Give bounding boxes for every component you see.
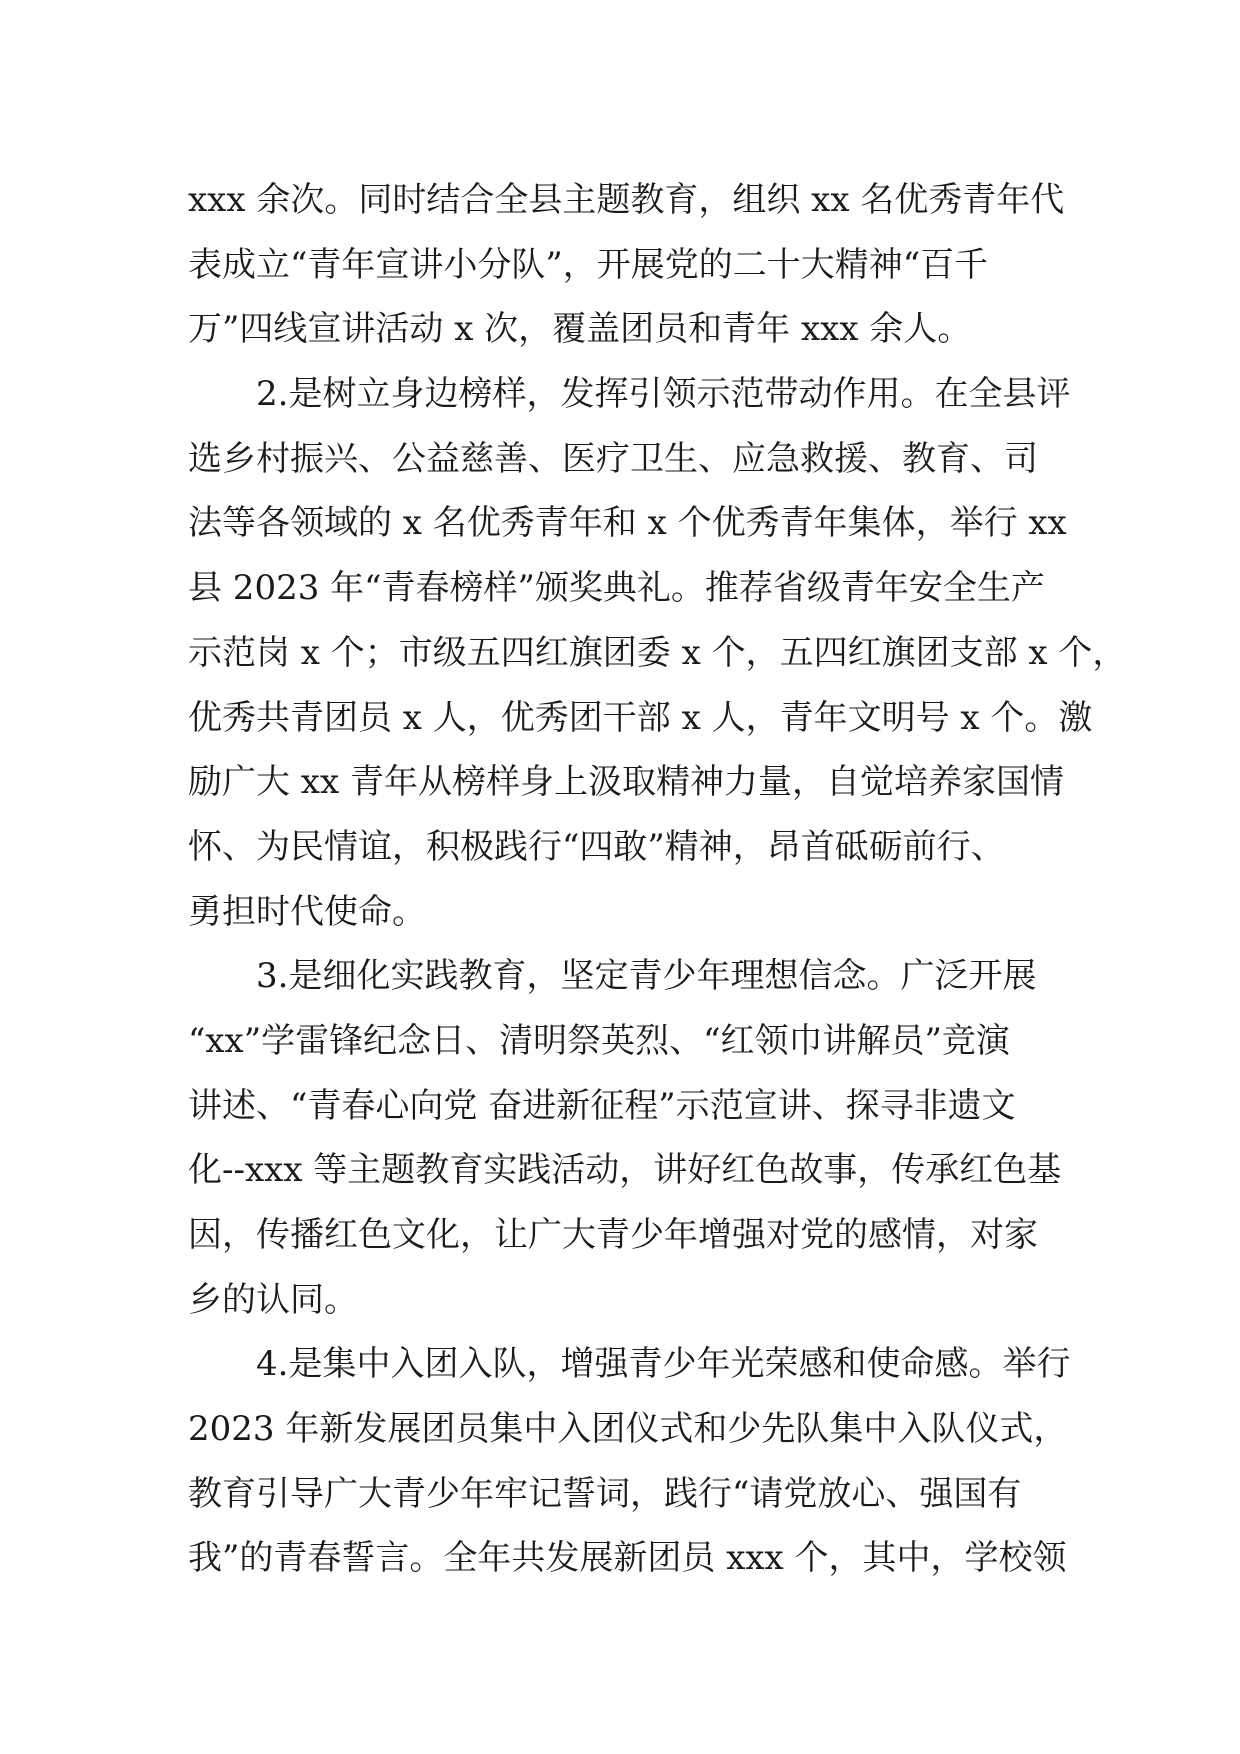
text-line: 怀、为民情谊，积极践行“四敢”精神，昂首砥砺前行、 [188, 826, 1005, 867]
text-line: 化--xxx 等主题教育实践活动，讲好红色故事，传承红色基 [188, 1150, 1062, 1191]
text-line: 万”四线宣讲活动 x 次，覆盖团员和青年 xxx 余人。 [188, 309, 972, 350]
text-line: 乡的认同。 [188, 1279, 358, 1320]
text-line: 励广大 xx 青年从榜样身上汲取精神力量，自觉培养家国情 [188, 762, 1064, 803]
text-line: 我”的青春誓言。全年共发展新团员 xxx 个，其中，学校领 [188, 1538, 1067, 1579]
text-line: 因，传播红色文化，让广大青少年增强对党的感情，对家 [188, 1215, 1038, 1255]
text-line: “xx”学雷锋纪念日、清明祭英烈、“红领巾讲解员”竞演 [188, 1020, 1010, 1061]
text-line: 教育引导广大青少年牢记誓词，践行“请党放心、强国有 [188, 1473, 1022, 1514]
paragraph-4-start: 4.是集中入团入队，增强青少年光荣感和使命感。举行 [256, 1344, 1071, 1385]
text-line: 讲述、“青春心向党 奋进新征程”示范宣讲、探寻非遗文 [188, 1085, 1016, 1126]
paragraph-2-start: 2.是树立身边榜样，发挥引领示范带动作用。在全县评 [256, 374, 1071, 415]
text-line: 优秀共青团员 x 人，优秀团干部 x 人，青年文明号 x 个。激 [188, 697, 1093, 738]
text-line: 勇担时代使命。 [188, 891, 426, 932]
paragraph-3-start: 3.是细化实践教育，坚定青少年理想信念。广泛开展 [256, 956, 1037, 997]
text-line: xxx 余次。同时结合全县主题教育，组织 xx 名优秀青年代 [188, 180, 1065, 220]
text-line: 2023 年新发展团员集中入团仪式和少先队集中入队仪式， [188, 1409, 1068, 1450]
text-line: 表成立“青年宣讲小分队”，开展党的二十大精神“百千 [188, 244, 989, 285]
text-line: 法等各领域的 x 名优秀青年和 x 个优秀青年集体，举行 xx [188, 503, 1067, 544]
text-line: 示范岗 x 个；市级五四红旗团委 x 个，五四红旗团支部 x 个， [188, 632, 1127, 673]
text-line: 县 2023 年“青春榜样”颁奖典礼。推荐省级青年安全生产 [188, 568, 1045, 609]
text-line: 选乡村振兴、公益慈善、医疗卫生、应急救援、教育、司 [188, 438, 1038, 479]
body-text [188, 168, 1127, 1591]
